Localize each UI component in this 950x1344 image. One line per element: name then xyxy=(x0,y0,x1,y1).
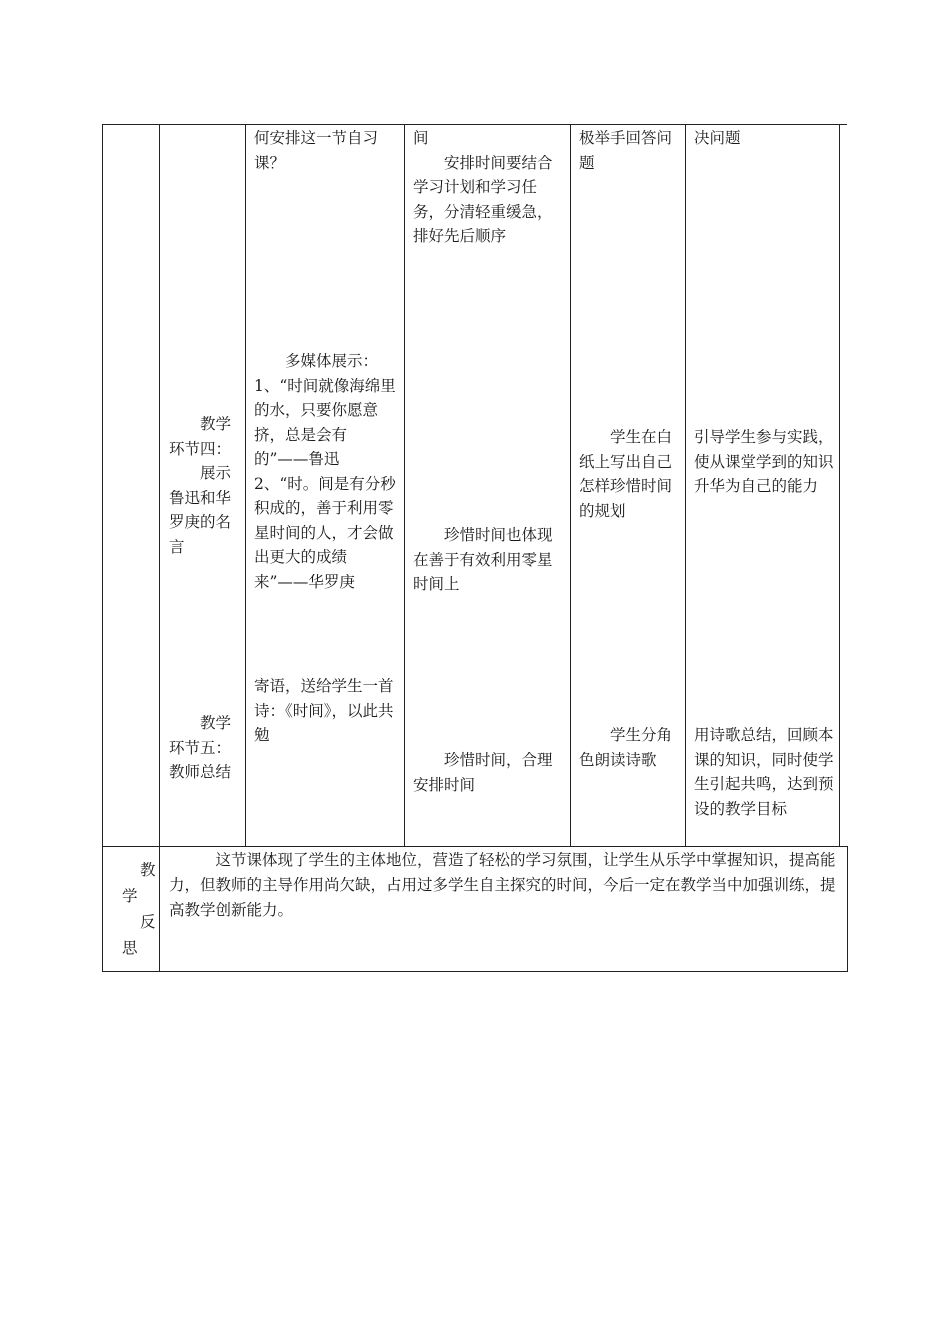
reflection-label-char-2: 学 xyxy=(122,887,138,905)
column-divider-4 xyxy=(570,124,571,846)
row2-student-text: 学生在白纸上写出自己怎样珍惜时间的规划 xyxy=(579,428,673,520)
row2-design-cell xyxy=(694,425,834,499)
row3-student-text: 学生分角色朗读诗歌 xyxy=(579,726,673,769)
row1-student-text: 极举手回答问题 xyxy=(579,129,673,172)
row3-stage-title: 教学环节五：教师总结 xyxy=(169,714,232,781)
row2-stage-title: 教学环节四： xyxy=(169,415,232,458)
table-top-tick xyxy=(839,124,847,125)
reflection-text-cell xyxy=(169,848,841,923)
row2-intent-cell xyxy=(413,523,563,597)
row2-quote-hualuogeng: 2、“时。间是有分秒积成的，善于利用零星时间的人，才会做出更大的成绩来”——华罗庚 xyxy=(254,474,396,591)
column-divider-1 xyxy=(159,124,160,972)
row3-activity-cell xyxy=(254,674,396,748)
row2-student-cell xyxy=(579,425,679,523)
reflection-label-char-3: 反 xyxy=(140,913,156,931)
row2-intent-text: 珍惜时间也体现在善于有效利用零星时间上 xyxy=(413,526,553,593)
column-divider-2 xyxy=(245,124,246,846)
row3-student-cell xyxy=(579,723,679,772)
row2-design-text: 引导学生参与实践，使从课堂学到的知识升华为自己的能力 xyxy=(694,428,834,495)
row2-multimedia-label: 多媒体展示： xyxy=(285,352,379,370)
row3-design-cell xyxy=(694,723,834,821)
row2-stage-cell xyxy=(169,412,239,559)
reflection-label-char-4: 思 xyxy=(122,939,138,957)
row1-activity-text: 何安排这一节自习课？ xyxy=(254,129,379,172)
row3-stage-cell xyxy=(169,711,239,785)
row1-design-text: 决问题 xyxy=(694,129,741,147)
table-right-border xyxy=(847,846,848,972)
row2-quote-luxun: 1、“时间就像海绵里的水，只要你愿意挤，总是会有的”——鲁迅 xyxy=(254,376,396,468)
reflection-top-border xyxy=(102,846,848,847)
row2-stage-desc: 展示鲁迅和华罗庚的名言 xyxy=(169,464,232,556)
column-divider-3 xyxy=(404,124,405,846)
column-divider-6 xyxy=(839,124,840,846)
row1-student-cell xyxy=(579,126,679,175)
reflection-label-char-1: 教 xyxy=(140,861,156,879)
column-divider-5 xyxy=(685,124,686,846)
row1-intent-text-1: 间 xyxy=(413,129,429,147)
table-left-border xyxy=(102,124,103,972)
reflection-text: 这节课体现了学生的主体地位，营造了轻松的学习氛围，让学生从乐学中掌握知识，提高能力，但教师的主导作用尚欠缺，占用过多学生自主探究的时间，今后一定在教学当中加强训练，提高教学创新能力。 xyxy=(169,851,836,919)
row2-activity-cell xyxy=(254,349,396,594)
row3-intent-text: 珍惜时间，合理安排时间 xyxy=(413,751,553,794)
row1-activity-cell xyxy=(254,126,396,175)
row3-design-text: 用诗歌总结，回顾本课的知识，同时使学生引起共鸣，达到预设的教学目标 xyxy=(694,726,834,818)
row3-intent-cell xyxy=(413,748,563,797)
row1-intent-cell xyxy=(413,126,563,249)
row1-intent-text-2: 安排时间要结合学习计划和学习任务，分清轻重缓急，排好先后顺序 xyxy=(413,153,553,245)
row1-design-cell xyxy=(694,126,834,151)
reflection-label xyxy=(118,857,158,961)
table-top-border xyxy=(102,124,839,125)
row3-activity-text: 寄语，送给学生一首诗：《时间》，以此共勉 xyxy=(254,677,394,744)
table-bottom-border xyxy=(102,971,848,972)
